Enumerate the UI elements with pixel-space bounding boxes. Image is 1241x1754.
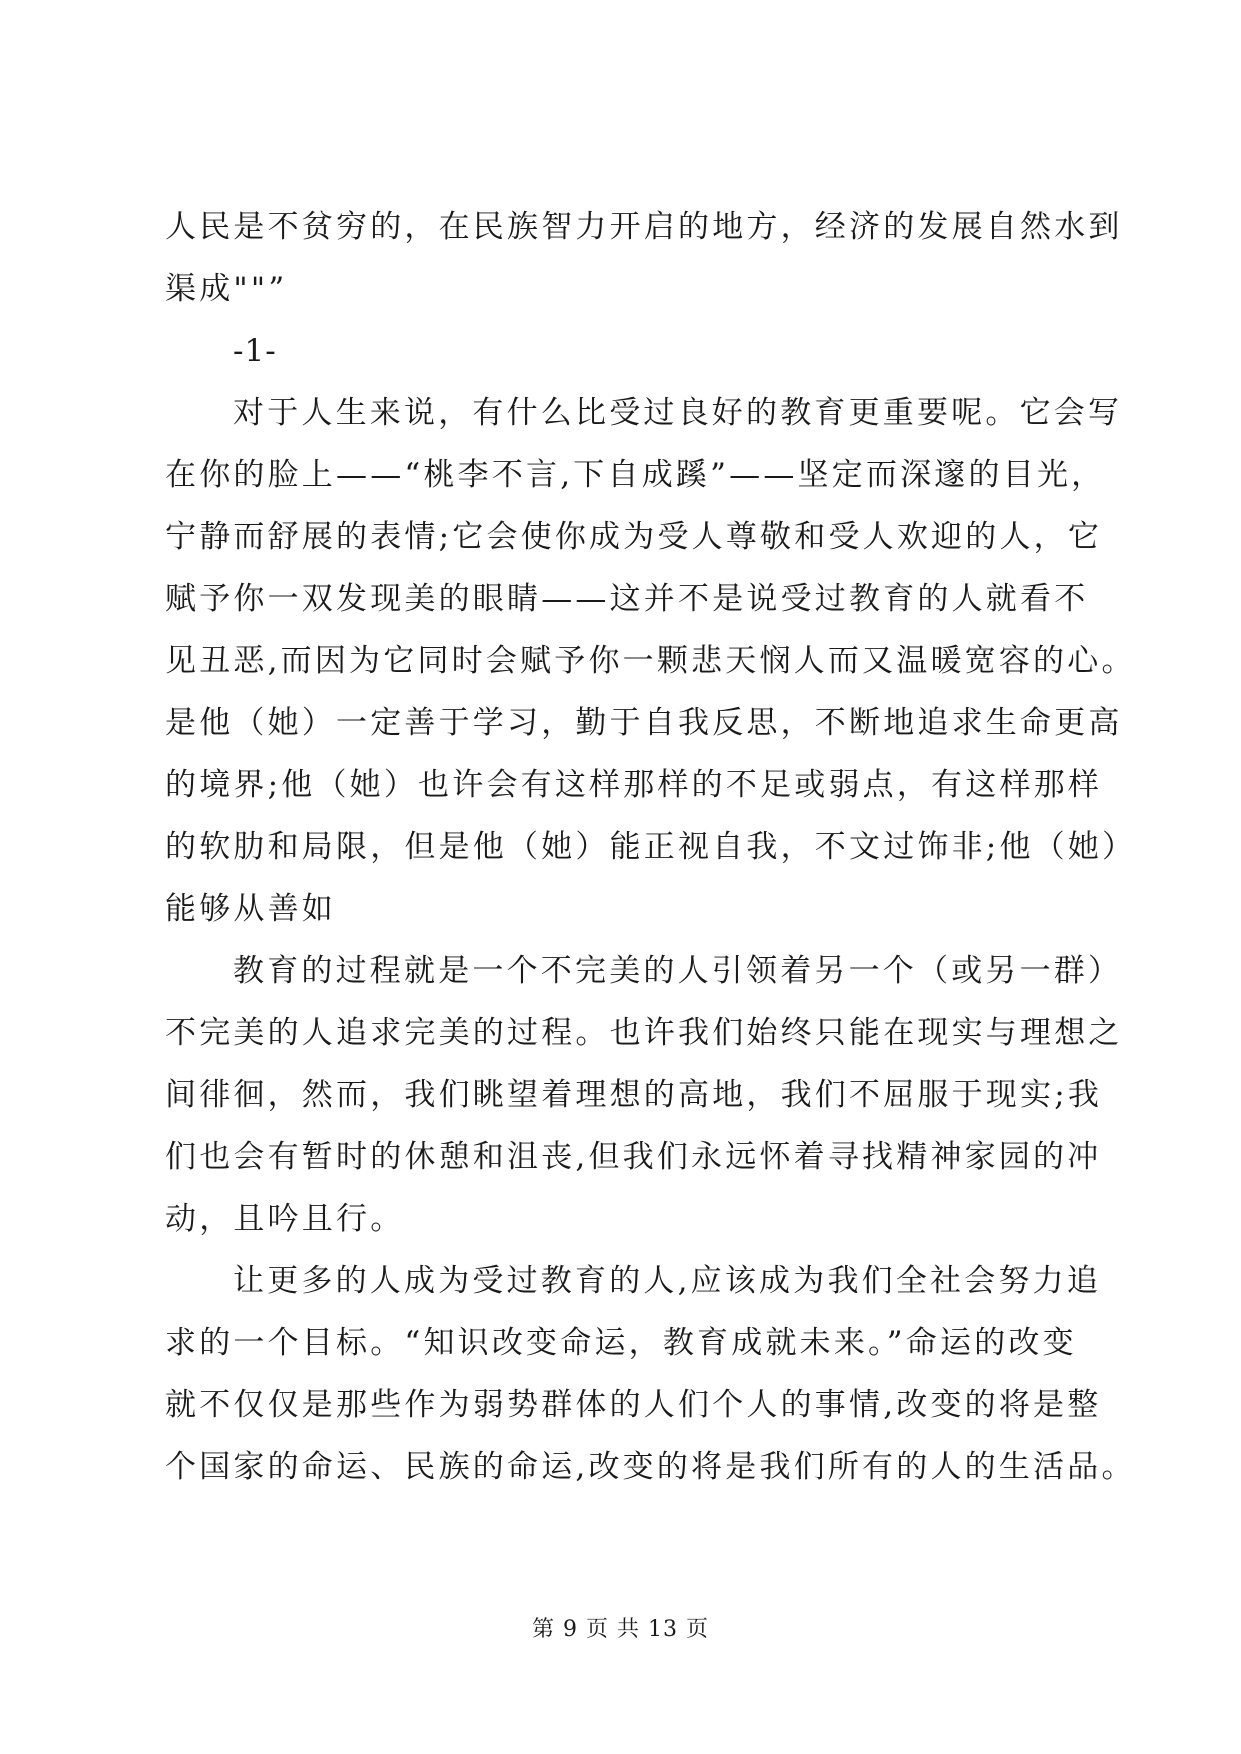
paragraph-start: 让更多的人成为受过教育的人,应该成为我们全社会努力追: [233, 1263, 1102, 1299]
body-line: 见丑恶,而因为它同时会赋予你一颗悲天悯人而又温暖宽容的心。: [165, 643, 1136, 679]
body-line: 宁静而舒展的表情;它会使你成为受人尊敬和受人欢迎的人，它: [165, 519, 1103, 555]
body-text: [165, 196, 1137, 1498]
body-line: 不完美的人追求完美的过程。也许我们始终只能在现实与理想之: [165, 1015, 1123, 1051]
body-line: 人民是不贫穷的，在民族智力开启的地方，经济的发展自然水到: [165, 209, 1123, 245]
body-line: 的境界;他（她）也许会有这样那样的不足或弱点，有这样那样: [165, 767, 1103, 803]
body-line: 个国家的命运、民族的命运,改变的将是我们所有的人的生活品。: [165, 1449, 1136, 1485]
paragraph-start: 教育的过程就是一个不完美的人引领着另一个（或另一群）: [233, 953, 1123, 989]
inner-page-number: -1-: [233, 333, 277, 369]
body-line: 赋予你一双发现美的眼睛——这并不是说受过教育的人就看不: [165, 581, 1089, 617]
body-line: 们也会有暂时的休憩和沮丧,但我们永远怀着寻找精神家园的冲: [165, 1139, 1102, 1175]
body-line: 间徘徊，然而，我们眺望着理想的高地，我们不屈服于现实;我: [165, 1077, 1103, 1113]
body-line: 渠成""”: [165, 271, 288, 307]
page-footer: 第 9 页 共 13 页: [532, 1617, 709, 1642]
body-line: 求的一个目标。“知识改变命运，教育成就未来。”命运的改变: [165, 1325, 1077, 1361]
paragraph-start: 对于人生来说，有什么比受过良好的教育更重要呢。它会写: [233, 395, 1123, 431]
body-line: 动，且吟且行。: [165, 1201, 405, 1237]
body-line: 在你的脸上——“桃李不言,下自成蹊”——坚定而深邃的目光，: [165, 457, 1106, 493]
body-line: 的软肋和局限，但是他（她）能正视自我，不文过饰非;他（她）: [165, 829, 1137, 865]
body-line: 就不仅仅是那些作为弱势群体的人们个人的事情,改变的将是整: [165, 1387, 1102, 1423]
body-line: 是他（她）一定善于学习，勤于自我反思，不断地追求生命更高: [165, 705, 1123, 741]
body-line: 能够从善如: [165, 891, 336, 927]
